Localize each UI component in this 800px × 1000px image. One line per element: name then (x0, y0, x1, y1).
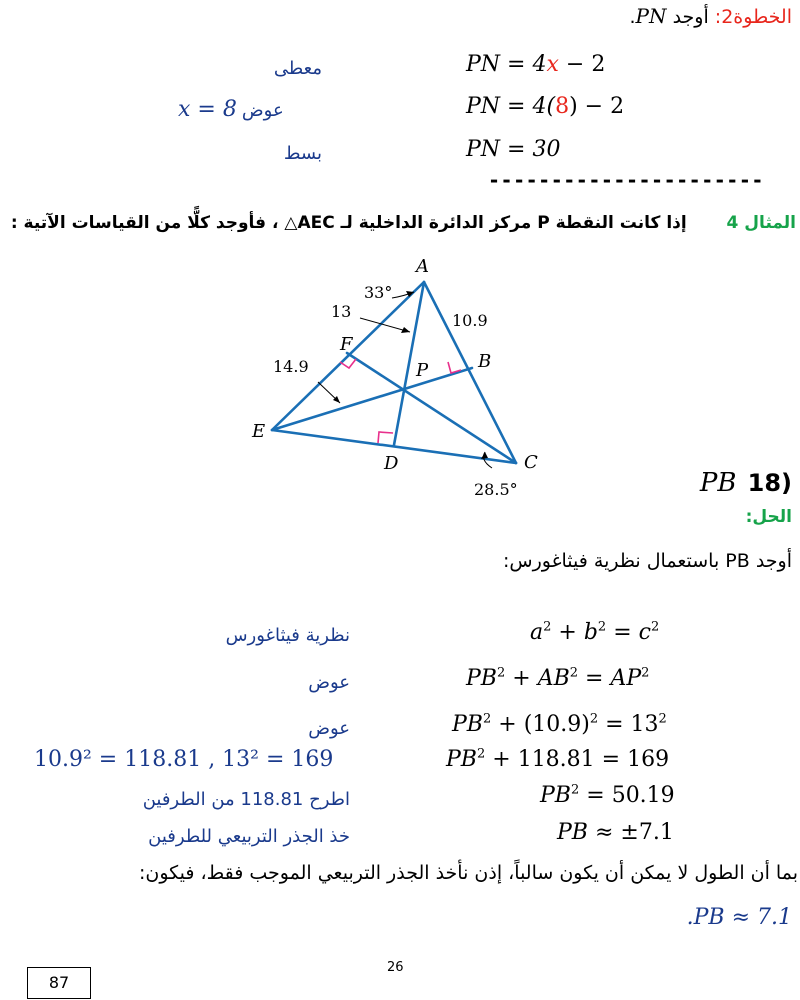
eq-subst-lhs: PN = 4( (466, 94, 556, 119)
label-d: D (384, 453, 399, 474)
step2-note-subst (178, 97, 284, 122)
step2-note-given: معطى (273, 58, 322, 79)
label-e: E (252, 421, 266, 442)
triangle-diagram (240, 250, 540, 500)
step2-eq-subst (466, 94, 624, 119)
step2-find: أوجد (672, 6, 709, 28)
page-number: 26 (387, 960, 404, 975)
step2-heading (630, 4, 793, 28)
eq-pythagoras: $a^2 + b^2 = c^2$ (530, 619, 660, 645)
question-number: 18) (747, 469, 792, 497)
eq-subtract: $PB^2 = 50.19$ (540, 782, 675, 808)
label-seg-ap: 13 (331, 302, 352, 321)
eq-given-rhs: − 2 (558, 52, 606, 77)
right-angle-d (378, 432, 393, 443)
solution-label: الحل: (745, 507, 792, 527)
label-seg-ab: 10.9 (452, 311, 488, 330)
note-calc: 10.9² = 118.81 , 13² = 169 (34, 747, 334, 772)
eq-substitute-1: $PB^2 + AB^2 = AP^2$ (466, 665, 650, 691)
note-subtract: اطرح 118.81 من الطرفين (142, 789, 350, 810)
subst-x-value: x = 8 (178, 97, 237, 122)
label-seg-ep: 14.9 (273, 357, 309, 376)
example4-label: المثال 4 (726, 213, 796, 233)
eq-given-lhs: PN = 4 (466, 52, 547, 77)
eq-calc: $PB^2 + 118.81 = 169$ (446, 746, 670, 772)
arrowhead-28-5 (481, 452, 488, 459)
step2-note-simplify: بسط (283, 143, 322, 164)
step2-label: الخطوة2: (714, 6, 792, 28)
question-18 (700, 468, 792, 498)
label-p: P (416, 360, 429, 381)
label-angle-c: 28.5° (474, 480, 518, 499)
label-f: F (340, 334, 353, 355)
example4-line (11, 213, 796, 233)
step2-eq-given (466, 52, 605, 77)
subst-word: عوض (241, 100, 284, 121)
eq-sqrt: PB ≈ ±7.1 (557, 820, 674, 845)
page-box-number: 87 (27, 967, 91, 999)
example4-text: إذا كانت النقطة P مركز الدائرة الداخلية لـ AEC△ ، فأوجد كلًّا من القياسات الآتية : (10, 213, 687, 233)
note-sqrt: خذ الجذر التربيعي للطرفين (148, 826, 350, 847)
eq-given-x: x (546, 52, 559, 77)
step2-eq-simplify: PN = 30 (466, 137, 561, 162)
conclusion-text: بما أن الطول لا يمكن أن يكون سالباً، إذن نأخذ الجذر التربيعي الموجب فقط، فيكون: (138, 862, 798, 884)
note-substitute-1: عوض (308, 672, 350, 693)
conclusion-final: .PB ≈ 7.1 (686, 905, 792, 930)
label-a: A (416, 256, 429, 277)
label-b: B (478, 351, 492, 372)
intro-text: أوجد PB باستعمال نظرية فيثاغورس: (502, 550, 792, 572)
note-pythagoras: نظرية فيثاغورس (225, 625, 350, 646)
right-angle-b (448, 362, 461, 373)
eq-subst-val: 8 (555, 94, 570, 119)
step2-period: . (629, 6, 636, 28)
question-var: PB (699, 468, 737, 498)
side-ac (424, 282, 516, 463)
label-angle-a: 33° (364, 283, 393, 302)
label-c: C (524, 452, 538, 473)
eq-subst-rhs: ) − 2 (569, 94, 625, 119)
step2-var: PN (635, 4, 667, 28)
note-substitute-2: عوض (308, 718, 350, 739)
divider: ---------------------- (488, 168, 764, 192)
eq-substitute-2: $PB^2 + (10.9)^2 = 13^2$ (452, 711, 667, 737)
